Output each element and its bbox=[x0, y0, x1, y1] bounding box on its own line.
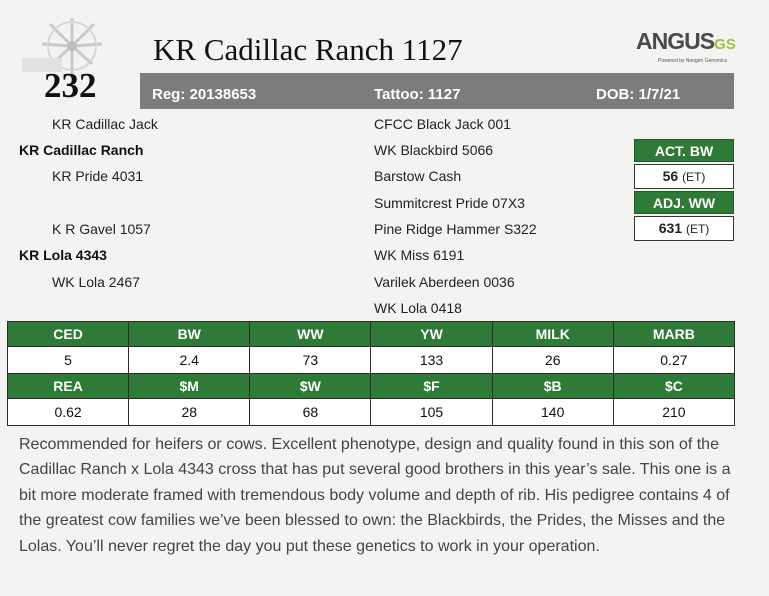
logo-word: ANGUS bbox=[636, 28, 715, 54]
index-label: $W bbox=[250, 374, 371, 399]
epd-header-row bbox=[8, 322, 735, 347]
epd-label: YW bbox=[371, 322, 492, 347]
info-bar bbox=[140, 73, 734, 109]
epd-value: 0.27 bbox=[613, 347, 734, 374]
epd-value: 73 bbox=[250, 347, 371, 374]
adjusted-ww-value bbox=[634, 216, 734, 241]
pedigree-g6: WK Miss 6191 bbox=[374, 247, 465, 263]
adjusted-ww-number: 631 bbox=[658, 220, 683, 236]
epd-label: WW bbox=[250, 322, 371, 347]
lot-description: Recommended for heifers or cows. Excellent phenotype, design and quality found in this son of the Cadillac Ranch x Lola 4343 cross that has put several good brothers in this year’s sale. This one is a bit more moderate framed with tremendous body volume and depth of rib. His pedigree contains 4 of the greatest cow families we’ve been blessed to own: the Blackbirds, the Prides, the Misses and the Lolas. You’ll never regret the day you put these genetics to work in your operation. bbox=[19, 436, 731, 555]
index-value: 210 bbox=[613, 399, 734, 426]
epd-label: CED bbox=[8, 322, 129, 347]
date-of-birth: DOB: 1/7/21 bbox=[596, 86, 681, 103]
epd-label: BW bbox=[129, 322, 250, 347]
epd-label: MILK bbox=[492, 322, 613, 347]
index-value: 0.62 bbox=[8, 399, 129, 426]
pedigree-g7: Varilek Aberdeen 0036 bbox=[374, 274, 515, 290]
index-label: $B bbox=[492, 374, 613, 399]
pedigree-g2: WK Blackbird 5066 bbox=[374, 142, 494, 158]
registration-number: Reg: 20138653 bbox=[152, 86, 257, 103]
epd-label: MARB bbox=[613, 322, 734, 347]
index-label: $F bbox=[371, 374, 492, 399]
pedigree-g1: CFCC Black Jack 001 bbox=[374, 116, 511, 132]
adjusted-ww-label: ADJ. WW bbox=[634, 191, 734, 214]
adjusted-ww-note: (ET) bbox=[685, 222, 710, 236]
actual-bw-label: ACT. BW bbox=[634, 139, 734, 162]
pedigree-g3: Barstow Cash bbox=[374, 168, 462, 184]
epd-value: 2.4 bbox=[129, 347, 250, 374]
pedigree-dam: KR Lola 4343 bbox=[19, 247, 107, 263]
pedigree-dam-dam: WK Lola 2467 bbox=[52, 274, 140, 290]
angus-gs-logo bbox=[636, 28, 740, 68]
index-value: 105 bbox=[371, 399, 492, 426]
epd-value-row bbox=[8, 347, 735, 374]
epd-value: 5 bbox=[8, 347, 129, 374]
pedigree-g8: WK Lola 0418 bbox=[374, 300, 462, 316]
epd-table bbox=[7, 321, 735, 426]
actual-bw-note: (ET) bbox=[682, 170, 706, 184]
pedigree-dam-sire: K R Gavel 1057 bbox=[52, 221, 151, 237]
animal-name: KR Cadillac Ranch 1127 bbox=[153, 32, 463, 67]
pedigree-sire: KR Cadillac Ranch bbox=[19, 142, 144, 158]
epd-value: 26 bbox=[492, 347, 613, 374]
tattoo: Tattoo: 1127 bbox=[374, 86, 461, 103]
index-value: 140 bbox=[492, 399, 613, 426]
index-value-row bbox=[8, 399, 735, 426]
pedigree-g5: Pine Ridge Hammer S322 bbox=[374, 221, 537, 237]
index-value: 68 bbox=[250, 399, 371, 426]
pedigree-sire-sire: KR Cadillac Jack bbox=[52, 116, 158, 132]
index-label: REA bbox=[8, 374, 129, 399]
actual-bw-value bbox=[634, 164, 734, 189]
lot-number: 232 bbox=[44, 66, 97, 105]
epd-value: 133 bbox=[371, 347, 492, 374]
index-label: $M bbox=[129, 374, 250, 399]
logo-tagline: Powered by Neogen Genomics bbox=[658, 58, 728, 64]
index-header-row bbox=[8, 374, 735, 399]
pedigree-sire-dam: KR Pride 4031 bbox=[52, 168, 144, 184]
logo-suffix: GS bbox=[714, 36, 736, 53]
actual-bw-number: 56 bbox=[662, 168, 679, 184]
index-label: $C bbox=[613, 374, 734, 399]
index-value: 28 bbox=[129, 399, 250, 426]
pedigree-g4: Summitcrest Pride 07X3 bbox=[374, 195, 525, 211]
